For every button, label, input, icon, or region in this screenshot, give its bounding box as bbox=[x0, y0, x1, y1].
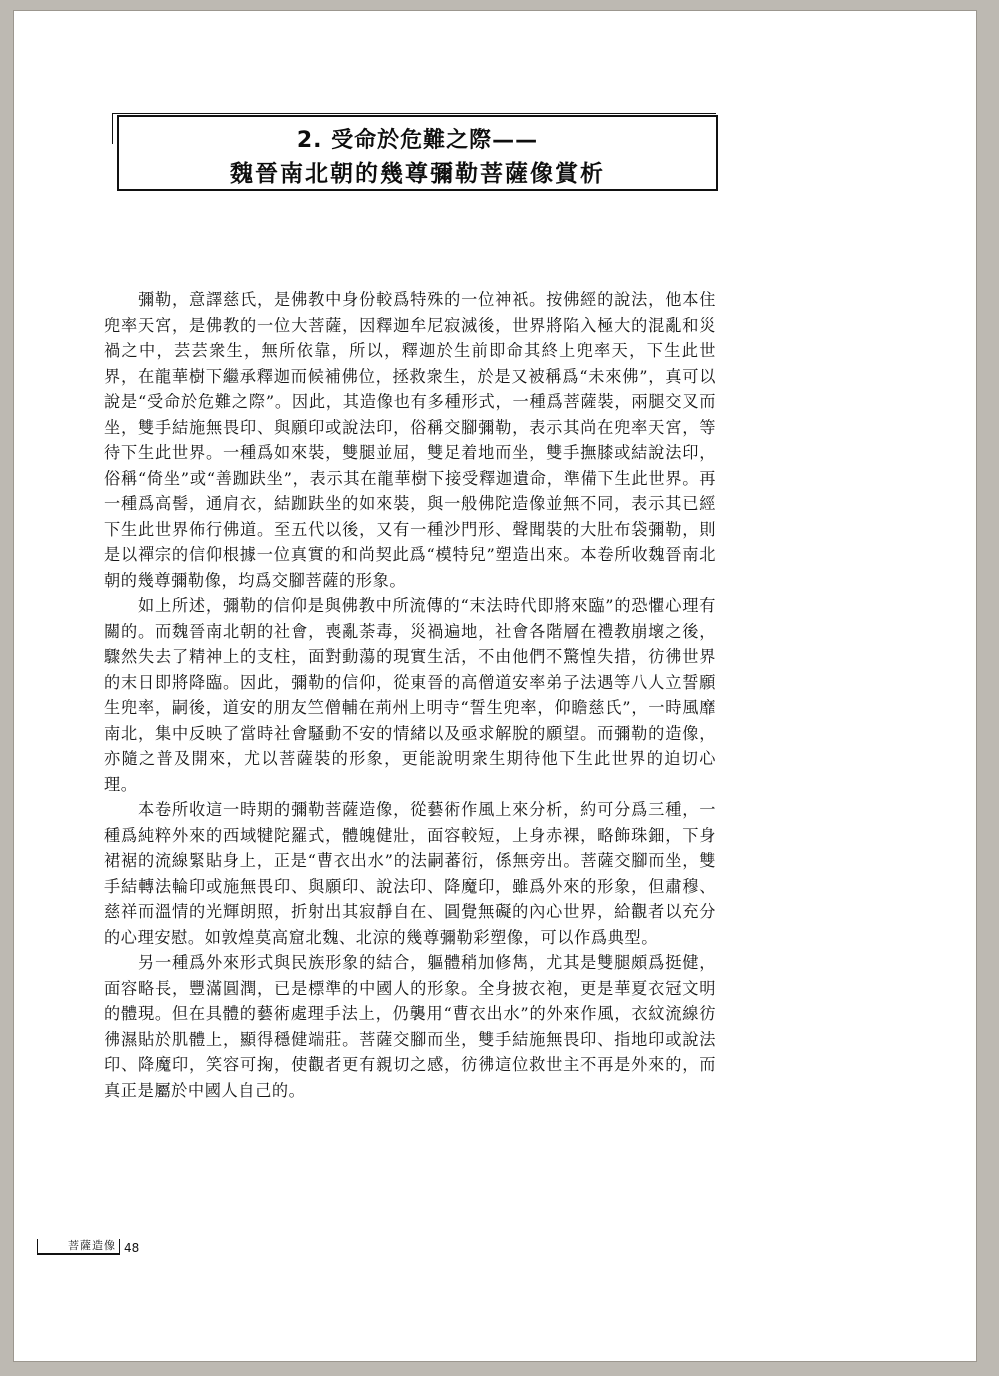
document-page bbox=[14, 11, 976, 1361]
title-line-2: 魏晉南北朝的幾尊彌勒菩薩像賞析 bbox=[230, 161, 605, 187]
title-box bbox=[117, 115, 718, 191]
paragraph-1: 彌勒，意譯慈氏，是佛教中身份較爲特殊的一位神祇。按佛經的說法，他本住兜率天宮，是佛教的一位大菩薩，因釋迦牟尼寂滅後，世界將陷入極大的混亂和災禍之中，芸芸衆生，無所依靠，所以，釋迦於生前即命其終上兜率天，下生此世界，在龍華樹下繼承釋迦而候補佛位，拯救衆生，於是又被稱爲“未來佛”，真可以說是“受命於危難之際”。因此，其造像也有多種形式，一種爲菩薩裝，兩腿交叉而坐，雙手結施無畏印、與願印或說法印，俗稱交腳彌勒，表示其尚在兜率天宮，等待下生此世界。一種爲如來裝，雙腿並屈，雙足着地而坐，雙手撫膝或結說法印，俗稱“倚坐”或“善跏趺坐”，表示其在龍華樹下接受釋迦遺命，準備下生此世界。再一種爲高髻，通肩衣，結跏趺坐的如來裝，與一般佛陀造像並無不同，表示其已經下生此世界佈行佛道。至五代以後，又有一種沙門形、聲聞裝的大肚布袋彌勒，則是以禪宗的信仰根據一位真實的和尚契此爲“模特兒”塑造出來。本卷所收魏晉南北朝的幾尊彌勒像，均爲交腳菩薩的形象。 bbox=[104, 290, 716, 590]
footer-section-label: 菩薩造像 bbox=[37, 1239, 120, 1255]
paragraph-4: 另一種爲外來形式與民族形象的結合，軀體稍加修雋，尤其是雙腿頗爲挺健，面容略長，豐滿圓潤，已是標準的中國人的形象。全身披衣袍，更是華夏衣冠文明的體現。但在具體的藝術處理手法上，仍襲用“曹衣出水”的外來作風，衣紋流線彷彿濕貼於肌體上，顯得穩健端莊。菩薩交腳而坐，雙手結施無畏印、指地印或說法印、降魔印，笑容可掬，使觀者更有親切之感，彷彿這位救世主不再是外來的，而真正是屬於中國人自己的。 bbox=[104, 953, 716, 1100]
paragraph-2: 如上所述，彌勒的信仰是與佛教中所流傳的“末法時代即將來臨”的恐懼心理有關的。而魏晉南北朝的社會，喪亂荼毒，災禍遍地，社會各階層在禮教崩壞之後，驟然失去了精神上的支柱，面對動蕩的現實生活，不由他們不驚惶失措，彷彿世界的末日即將降臨。因此，彌勒的信仰，從東晉的高僧道安率弟子法遇等八人立誓願生兜率，嗣後，道安的朋友竺僧輔在荊州上明寺“誓生兜率，仰瞻慈氏”，一時風靡南北，集中反映了當時社會騷動不安的情緒以及亟求解脫的願望。而彌勒的造像，亦隨之普及開來，尤以菩薩裝的形象，更能說明衆生期待他下生此世界的迫切心理。 bbox=[104, 596, 716, 794]
paragraph-3: 本卷所收這一時期的彌勒菩薩造像，從藝術作風上來分析，約可分爲三種，一種爲純粹外來的西域犍陀羅式，體魄健壯，面容較短，上身赤裸，略飾珠鈿，下身裙裾的流線緊貼身上，正是“曹衣出水”的法嗣蕃衍，係無旁出。菩薩交腳而坐，雙手結轉法輪印或施無畏印、與願印、說法印、降魔印，雖爲外來的形象，但肅穆、慈祥而溫情的光輝朗照，折射出其寂靜自在、圓覺無礙的內心世界，給觀者以充分的心理安慰。如敦煌莫高窟北魏、北涼的幾尊彌勒彩塑像，可以作爲典型。 bbox=[104, 800, 716, 947]
page-number: 48 bbox=[124, 1241, 140, 1255]
body-text bbox=[104, 287, 716, 1103]
page-footer bbox=[37, 1235, 139, 1255]
title-line-1: 2. 受命於危難之際—— bbox=[296, 128, 539, 153]
